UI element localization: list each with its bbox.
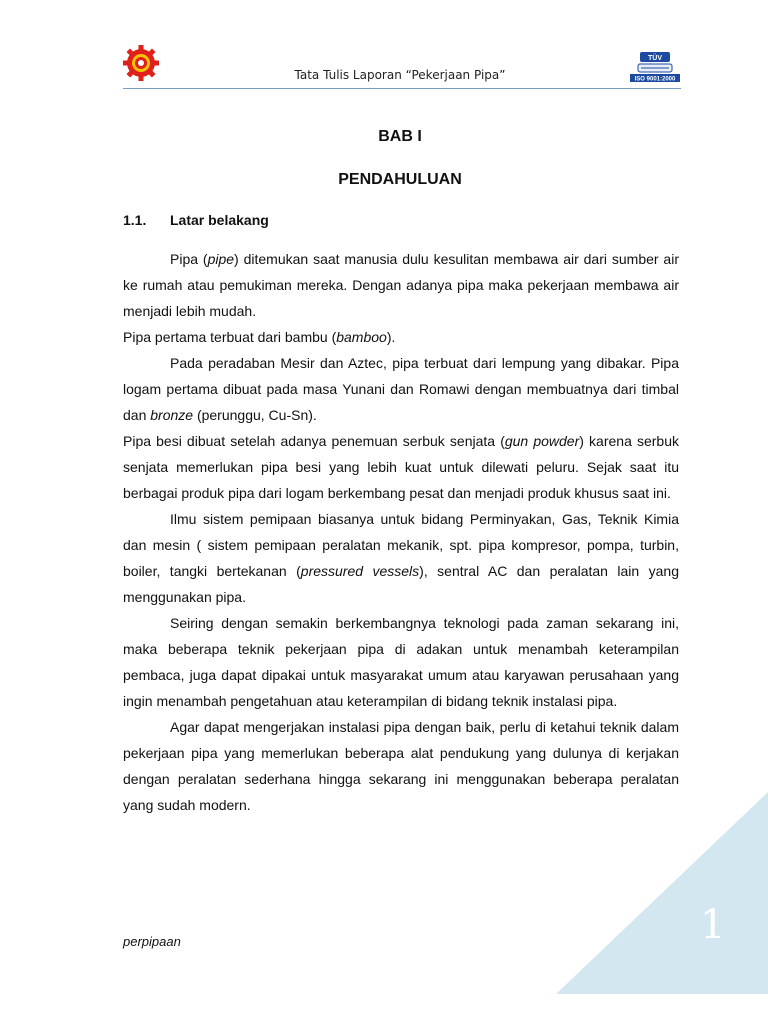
paragraph: Seiring dengan semakin berkembangnya teknologi pada zaman sekarang ini, maka beberapa teknik pekerjaan pipa di adakan untuk menambah keterampilan pembaca, juga dapat dipakai untuk masyarakat umum atau karyawan perusahaan yang ingin menambah pengetahuan atau keterampilan di bidang teknik instalasi pipa.: [123, 615, 679, 709]
page-number: 1: [700, 902, 726, 948]
paragraph: Pipa besi dibuat setelah adanya penemuan serbuk senjata (gun powder) karena serbuk senjata memerlukan pipa besi yang lebih kuat untuk dilewati peluru. Sejak saat itu berbagai produk pipa dari logam berkembang pesat dan menjadi produk khusus saat ini.: [123, 433, 679, 501]
paragraph: Ilmu sistem pemipaan biasanya untuk bidang Perminyakan, Gas, Teknik Kimia dan mesin ( sistem pemipaan peralatan mekanik, spt. pipa kompresor, pompa, turbin, boiler, tangki bertekanan (pressured vessels), sentral AC dan peralatan lain yang menggunakan pipa.: [123, 511, 679, 605]
iso-logo-text: ISO 9001:2000: [634, 76, 676, 83]
chapter-number: BAB I: [378, 128, 422, 145]
chapter-title: PENDAHULUAN: [338, 171, 462, 188]
header-title: Tata Tulis Laporan “Pekerjaan Pipa”: [294, 68, 506, 82]
paragraph: Pipa pertama terbuat dari bambu (bamboo).: [123, 329, 396, 345]
tuv-logo-text: TÜV: [648, 55, 662, 62]
section-number: 1.1.: [123, 212, 147, 228]
corner-triangle: [556, 792, 768, 994]
paragraph: Pipa (pipe) ditemukan saat manusia dulu kesulitan membawa air dari sumber air ke rumah atau pemukiman mereka. Dengan adanya pipa maka pekerjaan membawa air menjadi lebih mudah.: [123, 251, 679, 319]
footer-text: perpipaan: [123, 934, 181, 949]
section-title: Latar belakang: [170, 212, 269, 228]
paragraph: Pada peradaban Mesir dan Aztec, pipa terbuat dari lempung yang dibakar. Pipa logam pertama dibuat pada masa Yunani dan Romawi dengan membuatnya dari timbal dan bronze (perunggu, Cu-Sn).: [123, 355, 679, 423]
paragraph: Agar dapat mengerjakan instalasi pipa dengan baik, perlu di ketahui teknik dalam pekerjaan pipa yang memerlukan beberapa alat pendukung yang dulunya di kerjakan dengan peralatan sederhana hingga sekarang ini menggunakan beberapa peralatan yang sudah modern.: [123, 719, 679, 813]
